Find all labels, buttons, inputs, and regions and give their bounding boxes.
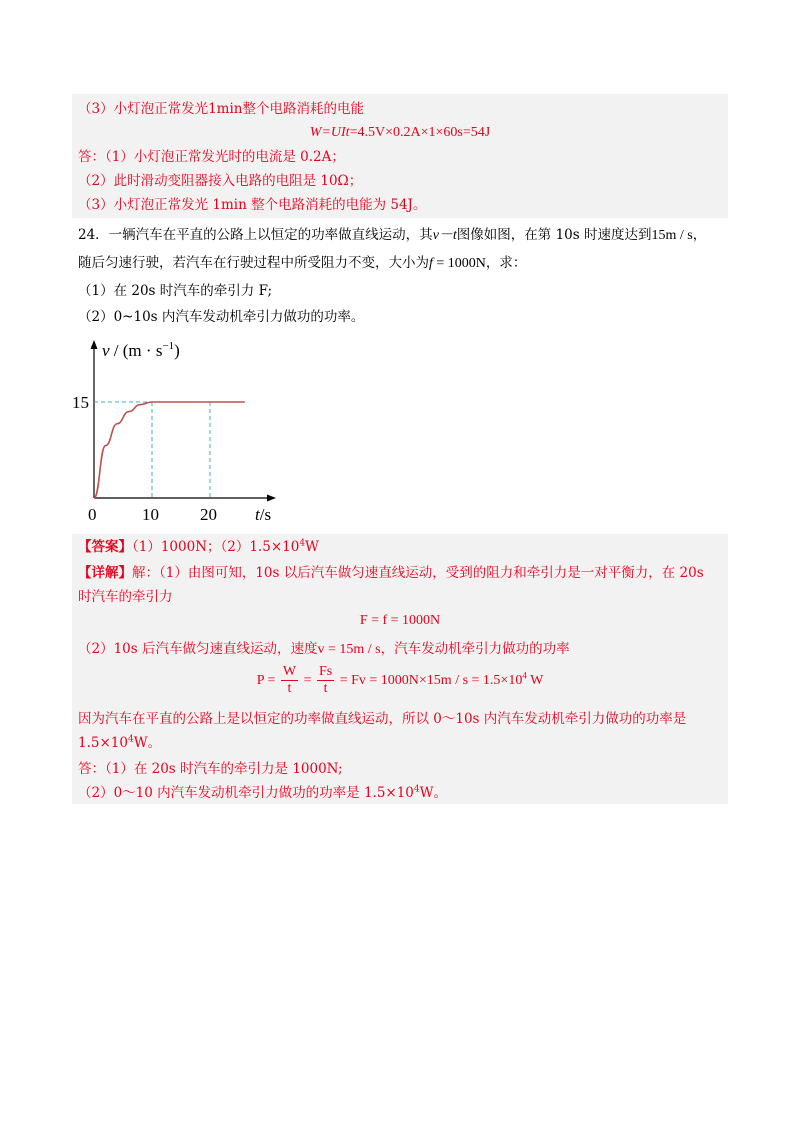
final-2b: W。 [419,785,448,801]
detail-label: 【详解】 [78,565,132,581]
final-2-exp: 4 [413,784,420,795]
eq2-p: P = [256,673,276,688]
question-text-e: ，求： [485,255,527,271]
eq2-exp: 4 [522,670,527,681]
final-2a: （2）0～10 内汽车发动机牵引力做功的功率是 1.5×10 [78,785,414,801]
eq2-frac2-num: Fs [318,664,333,680]
y-axis-arrow [91,340,98,349]
question-fval: = 1000N [432,256,486,271]
eq2-rest: = Fv = 1000N×15m / s = 1.5×10 [339,673,523,688]
question-line-1 [78,226,706,245]
eq2-equals: = [303,673,312,688]
eq2-fraction-1 [281,664,298,697]
answer-head [78,538,319,556]
y-tick-15: 15 [72,393,89,412]
detail-velocity: v = 15m / s [317,642,381,657]
question-f: f [429,256,433,271]
answer-label: 【答案】 [78,539,132,555]
question-sub-2: （2）0~10s 内汽车发动机牵引力做功的功率。 [78,309,365,325]
eq2-unit: W [526,673,544,688]
detail-text-3a: （2）10s 后汽车做匀速直线运动，速度 [78,641,318,657]
x-label-unit: /s [259,505,272,524]
final-answer-1: 答：（1）在 20s 时汽车的牵引力是 1000N; [78,761,343,777]
question-speed: 15m / s [651,228,693,243]
eq2-fraction-2 [317,664,334,697]
prev-answer-1: 答：（1）小灯泡正常发光时的电流是 0.2A； [78,149,345,165]
eq2-frac2-den: t [323,681,328,697]
y-label-var: v [102,341,110,360]
detail-line-1 [78,564,704,582]
x-label-var: t [255,505,260,524]
question-text-d: 随后匀速行驶，若汽车在行驶过程中所受阻力不变，大小为 [78,255,429,271]
y-label-unit-b: ) [174,341,180,360]
prev-formula-rhs: =4.5V×0.2A×1×60s=54J [349,125,491,140]
y-axis-label [102,340,180,360]
velocity-curve [94,402,245,498]
detail-5b: W。 [133,735,162,751]
answer-head-exp: 4 [299,538,306,549]
answer-head-unit: W [305,539,319,555]
equation-1: F = f = 1000N [359,613,441,628]
equation-2 [0,664,800,698]
eq2-frac1-num: W [282,664,297,680]
prev-formula [0,124,800,142]
x-axis-arrow [267,495,276,502]
prev-answer-3: （3）小灯泡正常发光 1min 整个电路消耗的电能为 54J。 [78,197,427,213]
y-label-unit-exp: −1 [162,340,175,352]
detail-5a: 1.5×10 [78,735,128,751]
question-vt: v－t [432,228,457,243]
y-label-unit-a: / (m · s [109,341,163,360]
detail-line-2: 时汽车的牵引力 [78,589,173,605]
detail-text-3b: ，汽车发动机牵引力做功的功率 [380,641,570,657]
prev-formula-lhs: W=UIt [309,125,350,140]
question-text-a: 24．一辆汽车在平直的公路上以恒定的功率做直线运动，其 [78,227,433,243]
prev-line-3: （3）小灯泡正常发光1min整个电路消耗的电能 [78,101,364,117]
x-axis-label [255,505,271,524]
question-text-c: ， [692,227,707,243]
detail-line-5 [78,734,161,752]
x-tick-20: 20 [200,505,217,524]
answer-head-text: （1）1000N；（2）1.5×10 [132,539,300,555]
question-text-b: 图像如图，在第 10s 时速度达到 [456,227,652,243]
prev-answer-2: （2）此时滑动变阻器接入电路的电阻是 10Ω； [78,173,363,189]
x-tick-10: 10 [142,505,159,524]
detail-line-3 [78,640,570,659]
vt-graph [72,330,292,530]
question-line-2 [78,254,526,273]
eq2-frac1-den: t [287,681,292,697]
detail-5-exp: 4 [127,734,134,745]
question-sub-1: （1）在 20s 时汽车的牵引力 F; [78,283,273,299]
detail-text-1: 解：（1）由图可知，10s 以后汽车做匀速直线运动，受到的阻力和牵引力是一对平衡力，在 20s [132,565,704,581]
detail-line-4: 因为汽车在平直的公路上是以恒定的功率做直线运动，所以 0～10s 内汽车发动机牵引力做功的功率是 [78,711,687,727]
final-answer-2 [78,784,447,802]
x-tick-0: 0 [88,505,97,524]
